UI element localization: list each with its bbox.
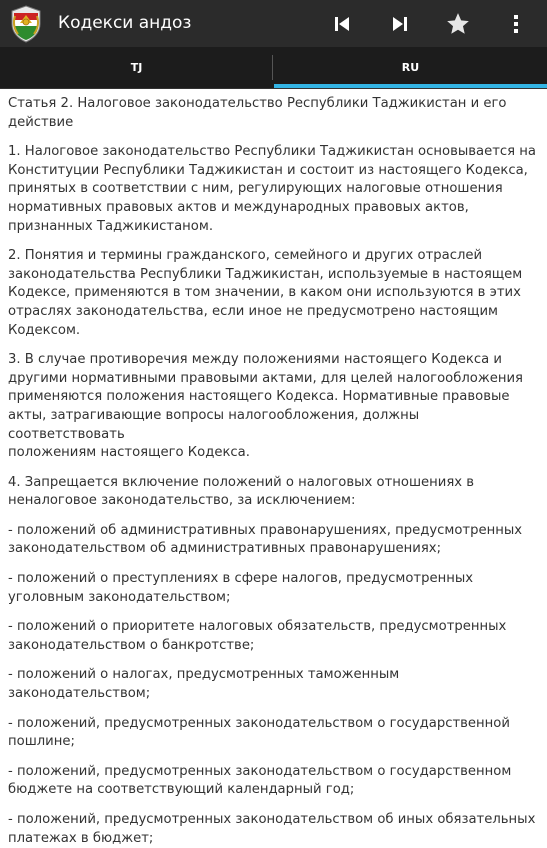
next-button[interactable]: [380, 4, 420, 44]
article-list-item: - положений, предусмотренных законодательством об иных обязательных платежах в бюджет;: [8, 812, 536, 846]
article-content[interactable]: [0, 89, 547, 846]
article-list-item: - положений о приоритете налоговых обязательств, предусмотренных законодательством о банкротстве;: [8, 619, 507, 653]
overflow-menu-button[interactable]: [496, 4, 536, 44]
tab-ru[interactable]: RU: [401, 61, 420, 74]
skip-next-icon: [390, 14, 410, 34]
language-tab-bar: [0, 47, 547, 89]
article-paragraph: 4. Запрещается включение положений о налоговых отношениях в неналоговое законодательство, за исключением:: [8, 474, 475, 509]
tab-tj[interactable]: TJ: [130, 61, 143, 74]
more-vert-icon: [512, 13, 520, 35]
star-icon: [445, 11, 471, 37]
article-paragraph: 2. Понятия и термины гражданского, семейного и других отраслей законодательства Республики Таджикистан, используемые в настоящем Кодексе, применяются в том значении, в каком они используются в этих отраслях законодательства, если иное не предусмотрено настоящим Кодексом.: [8, 248, 523, 338]
article-list-item: - положений о преступлениях в сфере налогов, предусмотренных уголовным законодательством;: [8, 571, 474, 605]
article-heading: Статья 2. Налоговое законодательство Республики Таджикистан и его действие: [8, 96, 507, 130]
action-bar: [0, 0, 547, 47]
previous-button[interactable]: [322, 4, 362, 44]
article-list-item: - положений об административных правонарушениях, предусмотренных законодательством об административных правонарушениях;: [8, 522, 523, 557]
tab-divider: [272, 55, 273, 80]
article-list-item: - положений, предусмотренных законодательством о государственном бюджете на соответствующий календарный год;: [8, 763, 512, 798]
skip-previous-icon: [332, 14, 352, 34]
article-paragraph: 1. Налоговое законодательство Республики Таджикистан основывается на Конституции Республики Таджикистан и состоит из настоящего Кодекса, принятых в соответствии с ним, регулирующих налоговые отношения нормативных правовых актов и международных правовых актов, признанных Таджикистаном.: [8, 144, 536, 234]
tajikistan-emblem-icon[interactable]: [6, 4, 46, 44]
article-list-item: - положений, предусмотренных законодательством о государственной пошлине;: [8, 715, 510, 750]
article-paragraph: 3. В случае противоречия между положениями настоящего Кодекса и другими нормативными правовыми актами, для целей налогообложения применяются положения настоящего Кодекса. Нормативные правовые акты, затрагивающие вопросы налогообложения, должны соответствовать положениям настоящего Кодекса.: [8, 352, 523, 461]
app-title: Кодекси андоз: [58, 13, 192, 33]
favorite-button[interactable]: [438, 4, 478, 44]
article-list-item: - положений о налогах, предусмотренных таможенным законодательством;: [8, 667, 400, 702]
selected-tab-indicator: [274, 84, 547, 88]
